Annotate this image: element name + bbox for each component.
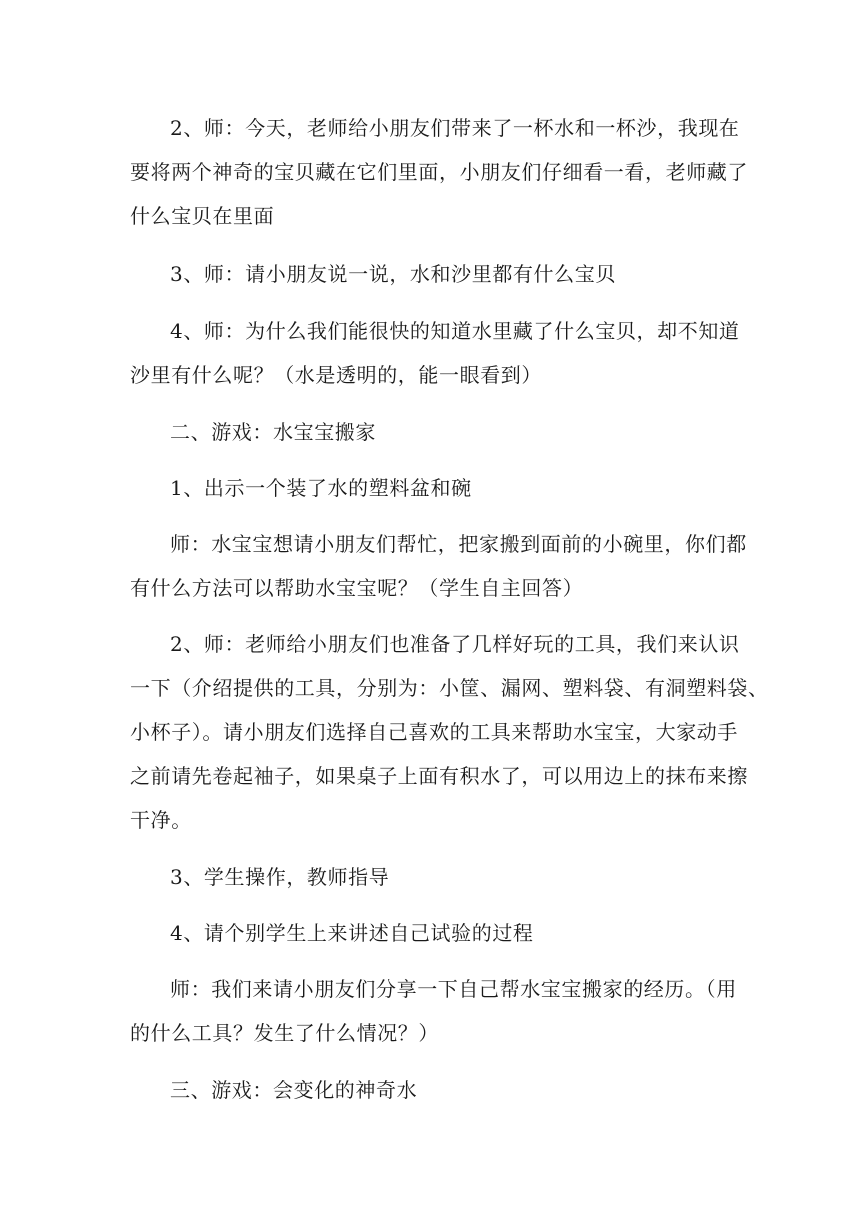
- line-text: 2、师：今天，老师给小朋友们带来了一杯水和一杯沙，我现在: [170, 116, 740, 140]
- paragraph-line: [0, 668, 860, 708]
- paragraph-line: [0, 524, 860, 564]
- line-text: 沙里有什么呢？（水是透明的，能一眼看到）: [130, 363, 542, 387]
- section-heading: [0, 1070, 860, 1110]
- line-text: 4、请个别学生上来讲述自己试验的过程: [170, 921, 534, 945]
- paragraph-line: [0, 857, 860, 897]
- line-text: 3、学生操作，教师指导: [170, 865, 390, 889]
- paragraph-line: [0, 568, 860, 608]
- line-text: 2、师：老师给小朋友们也准备了几样好玩的工具，我们来认识: [170, 632, 740, 656]
- paragraph-line: [0, 800, 860, 840]
- section-heading: [0, 412, 860, 452]
- line-text: 什么宝贝在里面: [130, 204, 275, 228]
- paragraph-line: [0, 624, 860, 664]
- line-text: 3、师：请小朋友说一说，水和沙里都有什么宝贝: [170, 262, 616, 286]
- line-text: 有什么方法可以帮助水宝宝呢？（学生自主回答）: [130, 576, 584, 600]
- paragraph-line: [0, 969, 860, 1009]
- line-text: 二、游戏：水宝宝搬家: [170, 420, 376, 444]
- paragraph-line: [0, 311, 860, 351]
- paragraph-line: [0, 712, 860, 752]
- line-text: 要将两个神奇的宝贝藏在它们里面，小朋友们仔细看一看，老师藏了: [130, 160, 748, 184]
- line-text: 干净。: [130, 808, 192, 832]
- paragraph-line: [0, 468, 860, 508]
- line-text: 小杯子）。请小朋友们选择自己喜欢的工具来帮助水宝宝，大家动手: [130, 720, 738, 744]
- paragraph-line: [0, 1013, 860, 1053]
- line-text: 之前请先卷起袖子，如果桌子上面有积水了，可以用边上的抹布来擦: [130, 764, 748, 788]
- paragraph-line: [0, 355, 860, 395]
- line-text: 师：水宝宝想请小朋友们帮忙，把家搬到面前的小碗里，你们都: [170, 532, 747, 556]
- paragraph-line: [0, 756, 860, 796]
- line-text: 三、游戏：会变化的神奇水: [170, 1078, 418, 1102]
- paragraph-line: [0, 254, 860, 294]
- line-text: 的什么工具？发生了什么情况？）: [130, 1021, 439, 1045]
- paragraph-line: [0, 913, 860, 953]
- paragraph-line: [0, 108, 860, 148]
- line-text: 一下（介绍提供的工具，分别为：小筐、漏网、塑料袋、有洞塑料袋、: [130, 676, 769, 700]
- paragraph-line: [0, 152, 860, 192]
- paragraph-line: [0, 196, 860, 236]
- line-text: 1、出示一个装了水的塑料盆和碗: [170, 476, 472, 500]
- line-text: 师：我们来请小朋友们分享一下自己帮水宝宝搬家的经历。（用: [170, 977, 737, 1001]
- line-text: 4、师：为什么我们能很快的知道水里藏了什么宝贝，却不知道: [170, 319, 740, 343]
